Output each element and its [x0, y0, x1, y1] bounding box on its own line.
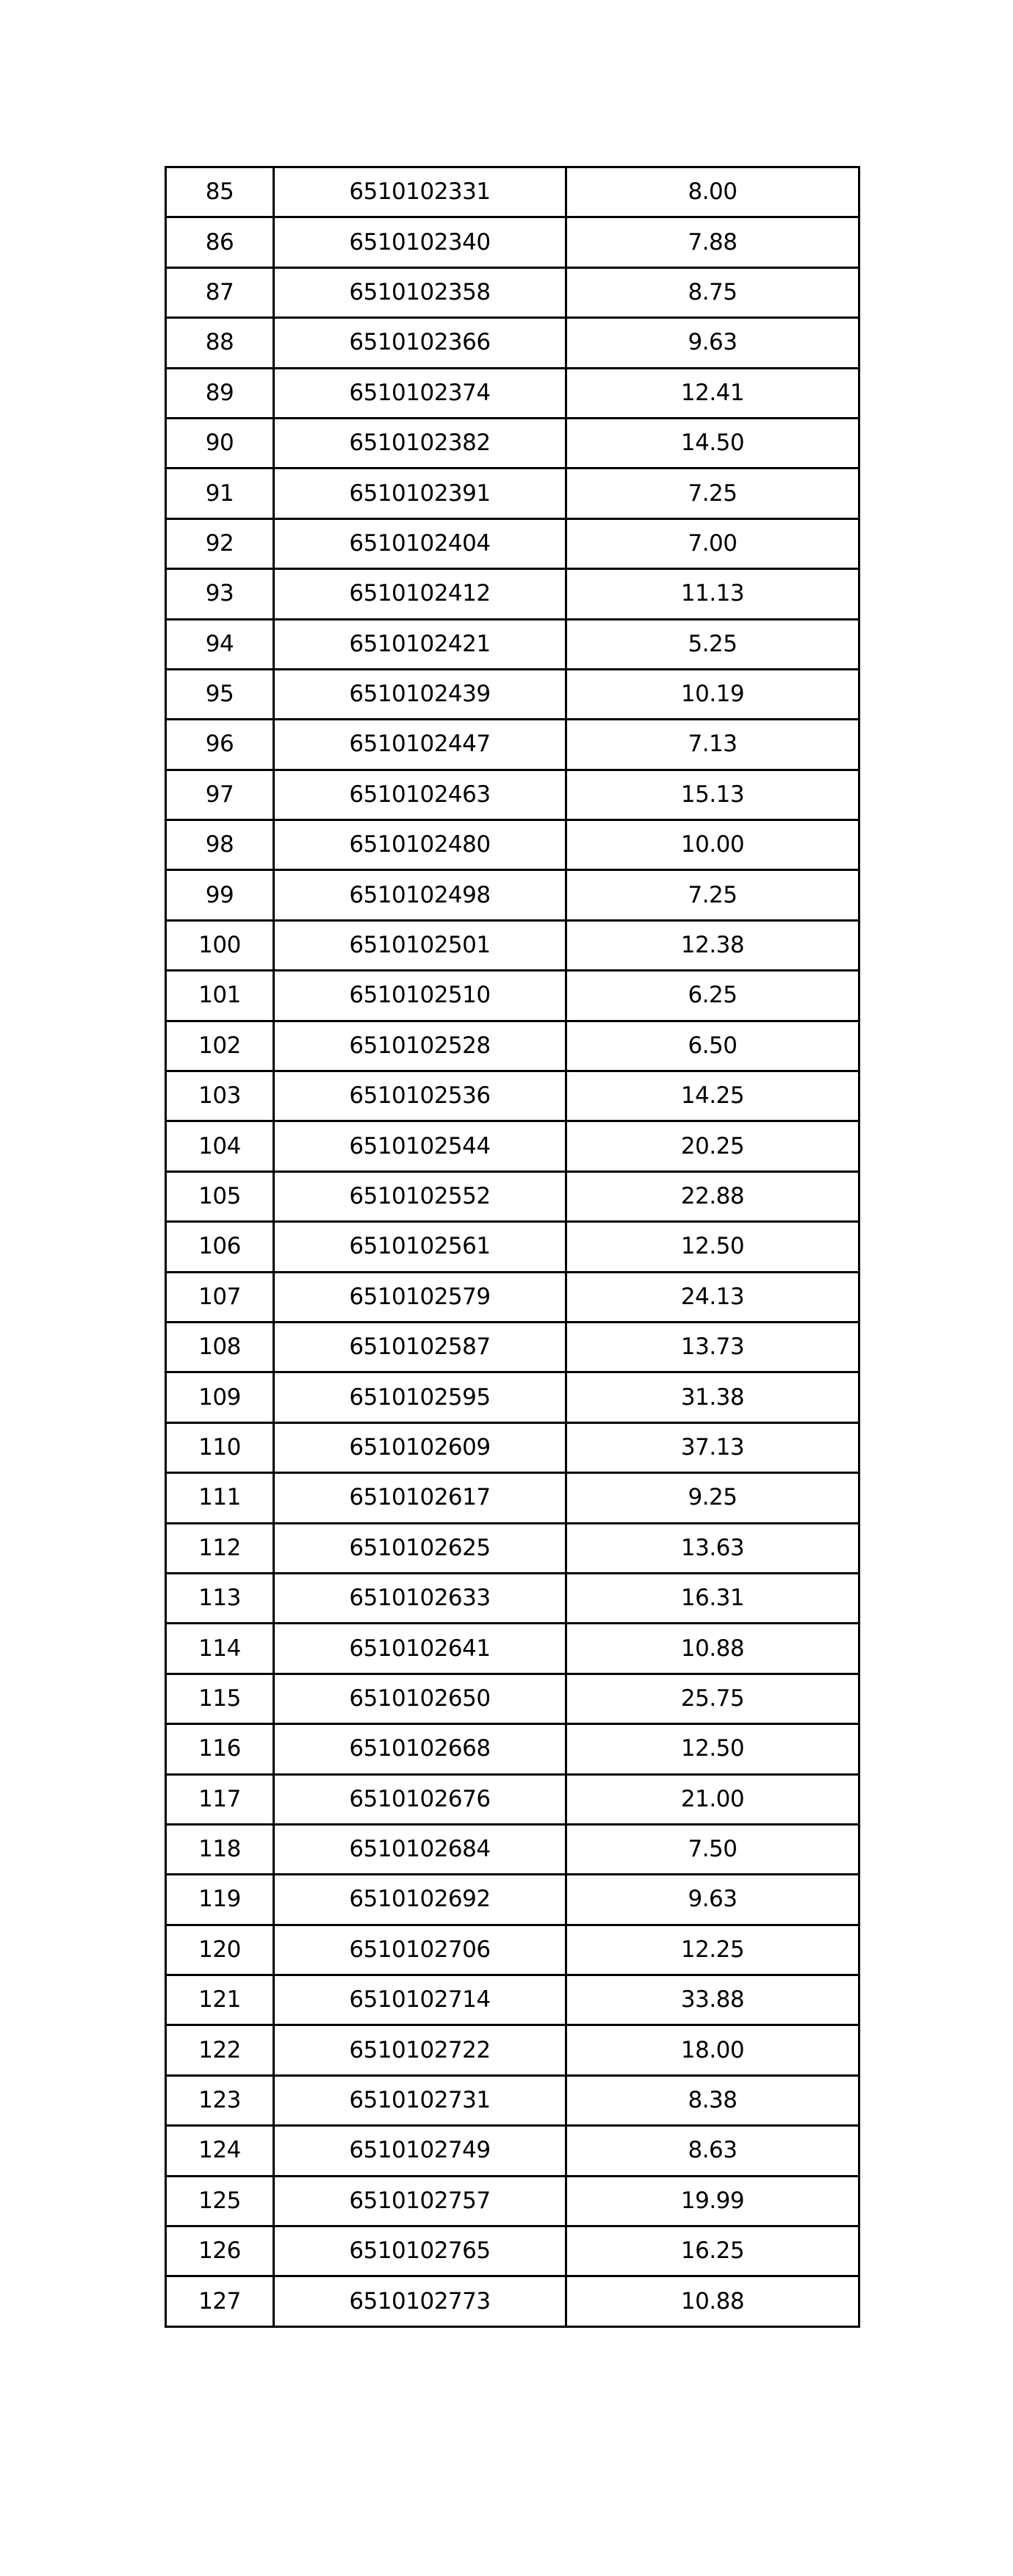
code-cell: 6510102714 [274, 1975, 566, 2025]
table-row [166, 1724, 859, 1774]
value-cell: 16.31 [566, 1573, 859, 1623]
value-cell: 6.25 [566, 971, 859, 1021]
value-cell: 7.25 [566, 870, 859, 920]
code-cell: 6510102552 [274, 1171, 566, 1221]
value-cell: 10.19 [566, 669, 859, 719]
code-cell: 6510102536 [274, 1071, 566, 1121]
table-row [166, 2276, 859, 2326]
value-cell: 7.50 [566, 1824, 859, 1874]
code-cell: 6510102447 [274, 720, 566, 770]
table-row [166, 368, 859, 418]
table-row [166, 1222, 859, 1272]
row-number-cell: 125 [166, 2176, 274, 2226]
table-row [166, 2075, 859, 2125]
table-row [166, 167, 859, 217]
table-row [166, 1573, 859, 1623]
value-cell: 12.50 [566, 1724, 859, 1774]
code-cell: 6510102366 [274, 318, 566, 368]
value-cell: 16.25 [566, 2226, 859, 2276]
value-cell: 7.13 [566, 720, 859, 770]
row-number-cell: 99 [166, 870, 274, 920]
row-number-cell: 109 [166, 1372, 274, 1422]
code-cell: 6510102501 [274, 920, 566, 970]
value-cell: 25.75 [566, 1674, 859, 1723]
code-cell: 6510102340 [274, 217, 566, 267]
row-number-cell: 96 [166, 720, 274, 770]
value-cell: 7.25 [566, 468, 859, 518]
row-number-cell: 110 [166, 1422, 274, 1472]
value-cell: 13.63 [566, 1523, 859, 1573]
table-row [166, 318, 859, 368]
row-number-cell: 113 [166, 1573, 274, 1623]
value-cell: 8.38 [566, 2075, 859, 2125]
row-number-cell: 95 [166, 669, 274, 719]
table-row [166, 770, 859, 820]
value-cell: 8.00 [566, 167, 859, 217]
row-number-cell: 108 [166, 1322, 274, 1372]
value-cell: 33.88 [566, 1975, 859, 2025]
table-row [166, 1975, 859, 2025]
value-cell: 14.25 [566, 1071, 859, 1121]
row-number-cell: 127 [166, 2276, 274, 2326]
value-cell: 12.38 [566, 920, 859, 970]
row-number-cell: 118 [166, 1824, 274, 1874]
table-row [166, 1121, 859, 1171]
table-row [166, 468, 859, 518]
row-number-cell: 86 [166, 217, 274, 267]
value-cell: 21.00 [566, 1774, 859, 1824]
row-number-cell: 116 [166, 1724, 274, 1774]
table-row [166, 2176, 859, 2226]
value-cell: 14.50 [566, 418, 859, 468]
table-row [166, 1171, 859, 1221]
code-cell: 6510102757 [274, 2176, 566, 2226]
table-row [166, 1824, 859, 1874]
table-row [166, 217, 859, 267]
table-row [166, 870, 859, 920]
value-cell: 11.13 [566, 569, 859, 619]
code-cell: 6510102463 [274, 770, 566, 820]
table-row [166, 1272, 859, 1322]
row-number-cell: 88 [166, 318, 274, 368]
value-cell: 20.25 [566, 1121, 859, 1171]
value-cell: 18.00 [566, 2025, 859, 2075]
table-row [166, 920, 859, 970]
value-cell: 22.88 [566, 1171, 859, 1221]
table-row [166, 569, 859, 619]
table-row [166, 1674, 859, 1723]
table-row [166, 1624, 859, 1674]
row-number-cell: 114 [166, 1624, 274, 1674]
table-body [166, 167, 859, 2327]
value-cell: 15.13 [566, 770, 859, 820]
table-row [166, 1071, 859, 1121]
code-cell: 6510102579 [274, 1272, 566, 1322]
table-row [166, 720, 859, 770]
row-number-cell: 85 [166, 167, 274, 217]
value-cell: 8.63 [566, 2126, 859, 2176]
table-row [166, 1372, 859, 1422]
row-number-cell: 124 [166, 2126, 274, 2176]
table-row [166, 820, 859, 870]
value-cell: 7.00 [566, 518, 859, 568]
row-number-cell: 98 [166, 820, 274, 870]
code-cell: 6510102544 [274, 1121, 566, 1171]
data-table [165, 166, 860, 2328]
code-cell: 6510102609 [274, 1422, 566, 1472]
value-cell: 7.88 [566, 217, 859, 267]
table-row [166, 2025, 859, 2075]
table-row [166, 619, 859, 669]
code-cell: 6510102650 [274, 1674, 566, 1723]
row-number-cell: 112 [166, 1523, 274, 1573]
code-cell: 6510102528 [274, 1021, 566, 1071]
row-number-cell: 119 [166, 1875, 274, 1925]
row-number-cell: 93 [166, 569, 274, 619]
code-cell: 6510102510 [274, 971, 566, 1021]
value-cell: 37.13 [566, 1422, 859, 1472]
value-cell: 10.88 [566, 1624, 859, 1674]
table-row [166, 1875, 859, 1925]
code-cell: 6510102625 [274, 1523, 566, 1573]
row-number-cell: 92 [166, 518, 274, 568]
code-cell: 6510102731 [274, 2075, 566, 2125]
code-cell: 6510102561 [274, 1222, 566, 1272]
row-number-cell: 106 [166, 1222, 274, 1272]
table-row [166, 418, 859, 468]
row-number-cell: 121 [166, 1975, 274, 2025]
row-number-cell: 94 [166, 619, 274, 669]
table-row [166, 1322, 859, 1372]
code-cell: 6510102382 [274, 418, 566, 468]
value-cell: 19.99 [566, 2176, 859, 2226]
value-cell: 12.25 [566, 1925, 859, 1975]
row-number-cell: 90 [166, 418, 274, 468]
value-cell: 10.88 [566, 2276, 859, 2326]
code-cell: 6510102404 [274, 518, 566, 568]
code-cell: 6510102358 [274, 267, 566, 317]
code-cell: 6510102668 [274, 1724, 566, 1774]
code-cell: 6510102480 [274, 820, 566, 870]
code-cell: 6510102412 [274, 569, 566, 619]
row-number-cell: 89 [166, 368, 274, 418]
row-number-cell: 117 [166, 1774, 274, 1824]
row-number-cell: 105 [166, 1171, 274, 1221]
table-row [166, 1774, 859, 1824]
row-number-cell: 126 [166, 2226, 274, 2276]
code-cell: 6510102765 [274, 2226, 566, 2276]
table-row [166, 2226, 859, 2276]
table-row [166, 1422, 859, 1472]
value-cell: 5.25 [566, 619, 859, 669]
value-cell: 10.00 [566, 820, 859, 870]
row-number-cell: 91 [166, 468, 274, 518]
code-cell: 6510102676 [274, 1774, 566, 1824]
table-row [166, 1523, 859, 1573]
row-number-cell: 100 [166, 920, 274, 970]
row-number-cell: 101 [166, 971, 274, 1021]
row-number-cell: 115 [166, 1674, 274, 1723]
value-cell: 12.50 [566, 1222, 859, 1272]
value-cell: 9.63 [566, 318, 859, 368]
table-row [166, 1473, 859, 1523]
row-number-cell: 123 [166, 2075, 274, 2125]
code-cell: 6510102641 [274, 1624, 566, 1674]
value-cell: 8.75 [566, 267, 859, 317]
row-number-cell: 97 [166, 770, 274, 820]
code-cell: 6510102749 [274, 2126, 566, 2176]
row-number-cell: 120 [166, 1925, 274, 1975]
row-number-cell: 103 [166, 1071, 274, 1121]
table-row [166, 1021, 859, 1071]
code-cell: 6510102498 [274, 870, 566, 920]
code-cell: 6510102374 [274, 368, 566, 418]
code-cell: 6510102722 [274, 2025, 566, 2075]
code-cell: 6510102706 [274, 1925, 566, 1975]
table-row [166, 971, 859, 1021]
value-cell: 6.50 [566, 1021, 859, 1071]
table-row [166, 1925, 859, 1975]
table-row [166, 267, 859, 317]
row-number-cell: 107 [166, 1272, 274, 1322]
value-cell: 31.38 [566, 1372, 859, 1422]
code-cell: 6510102421 [274, 619, 566, 669]
row-number-cell: 111 [166, 1473, 274, 1523]
table-row [166, 518, 859, 568]
code-cell: 6510102617 [274, 1473, 566, 1523]
row-number-cell: 87 [166, 267, 274, 317]
code-cell: 6510102684 [274, 1824, 566, 1874]
table-row [166, 2126, 859, 2176]
row-number-cell: 122 [166, 2025, 274, 2075]
code-cell: 6510102773 [274, 2276, 566, 2326]
value-cell: 12.41 [566, 368, 859, 418]
code-cell: 6510102633 [274, 1573, 566, 1623]
value-cell: 13.73 [566, 1322, 859, 1372]
code-cell: 6510102391 [274, 468, 566, 518]
value-cell: 24.13 [566, 1272, 859, 1322]
value-cell: 9.63 [566, 1875, 859, 1925]
code-cell: 6510102587 [274, 1322, 566, 1372]
code-cell: 6510102692 [274, 1875, 566, 1925]
row-number-cell: 104 [166, 1121, 274, 1171]
code-cell: 6510102595 [274, 1372, 566, 1422]
table-row [166, 669, 859, 719]
value-cell: 9.25 [566, 1473, 859, 1523]
code-cell: 6510102439 [274, 669, 566, 719]
code-cell: 6510102331 [274, 167, 566, 217]
row-number-cell: 102 [166, 1021, 274, 1071]
